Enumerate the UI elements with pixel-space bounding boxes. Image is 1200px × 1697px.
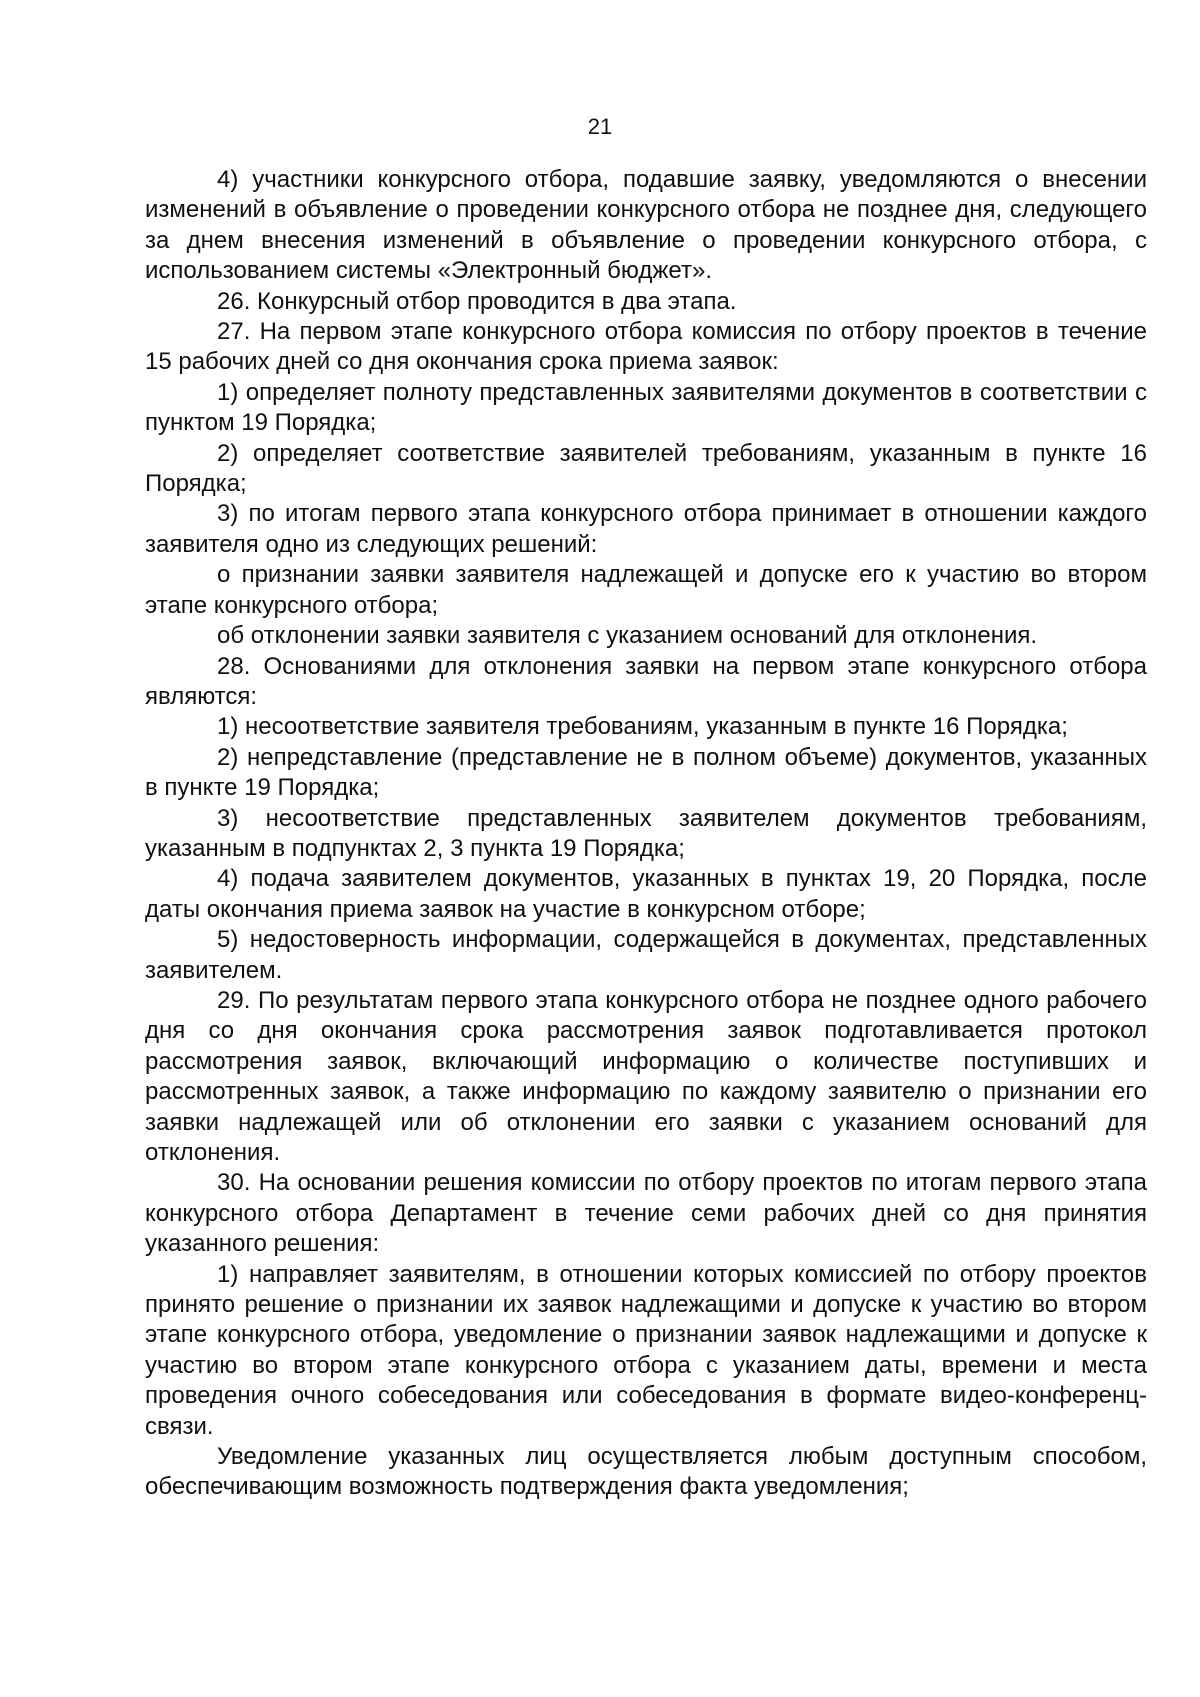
paragraph-27-item-2: 2) определяет соответствие заявителей требованиям, указанным в пункте 16 Порядка;: [145, 439, 1147, 498]
paragraph-30-item-1: 1) направляет заявителям, в отношении которых комиссией по отбору проектов принято решение о признании их заявок надлежащими и допуске к участию во втором этапе конкурсного отбора, уведомление о признании заявок надлежащими и допуске к участию во втором этапе конкурсного отбора с указанием даты, времени и места проведения очного собеседования или собеседования в формате видео-конференц-связи.: [145, 1260, 1147, 1440]
paragraph-27-decision-reject: об отклонении заявки заявителя с указанием оснований для отклонения.: [217, 622, 1038, 650]
paragraph-28-item-5: 5) недостоверность информации, содержащейся в документах, представленных заявителем.: [145, 926, 1147, 984]
paragraph-27-item-1: 1) определяет полноту представленных заявителями документов в соответствии с пунктом 19 Порядка;: [145, 378, 1147, 437]
paragraph-28: 28. Основаниями для отклонения заявки на первом этапе конкурсного отбора являются:: [145, 652, 1147, 710]
paragraph-27: 27. На первом этапе конкурсного отбора комиссия по отбору проектов в течение 15 рабочих дней со дня окончания срока приема заявок:: [145, 318, 1147, 376]
paragraph-29: 29. По результатам первого этапа конкурсного отбора не позднее одного рабочего дня со дня окончания срока рассмотрения заявок подготавливается протокол рассмотрения заявок, включающий информацию о количестве поступивших и рассмотренных заявок, а также информацию по каждому заявителю о признании его заявки надлежащей или об отклонении его заявки с указанием оснований для отклонения.: [145, 986, 1147, 1166]
paragraph-26: 26. Конкурсный отбор проводится в два этапа.: [217, 287, 737, 315]
paragraph-30-notification: Уведомление указанных лиц осуществляется любым доступным способом, обеспечивающим возможность подтверждения факта уведомления;: [145, 1443, 1147, 1501]
paragraph-28-item-3: 3) несоответствие представленных заявителем документов требованиям, указанным в подпунктах 2, 3 пункта 19 Порядка;: [145, 804, 1147, 862]
paragraph-item-4-notice: 4) участники конкурсного отбора, подавшие заявку, уведомляются о внесении изменений в объявление о проведении конкурсного отбора не позднее дня, следующего за днем внесения изменений в объявление о проведении конкурсного отбора, с использованием системы «Электронный бюджет».: [145, 166, 1147, 285]
paragraph-28-item-2: 2) непредставление (представление не в полном объеме) документов, указанных в пункте 19 Порядка;: [145, 743, 1147, 802]
page-number: 21: [587, 114, 613, 139]
paragraph-27-item-3: 3) по итогам первого этапа конкурсного отбора принимает в отношении каждого заявителя одно из следующих решений:: [145, 500, 1147, 558]
paragraph-27-decision-admit: о признании заявки заявителя надлежащей и допуске его к участию во втором этапе конкурсного отбора;: [145, 561, 1147, 619]
document-body: [145, 165, 1147, 1503]
paragraph-28-item-1: 1) несоответствие заявителя требованиям, указанным в пункте 16 Порядка;: [217, 713, 1068, 741]
paragraph-28-item-4: 4) подача заявителем документов, указанных в пунктах 19, 20 Порядка, после даты окончания приема заявок на участие в конкурсном отборе;: [145, 865, 1147, 923]
paragraph-30: 30. На основании решения комиссии по отбору проектов по итогам первого этапа конкурсного отбора Департамент в течение семи рабочих дней со дня принятия указанного решения:: [145, 1169, 1147, 1258]
